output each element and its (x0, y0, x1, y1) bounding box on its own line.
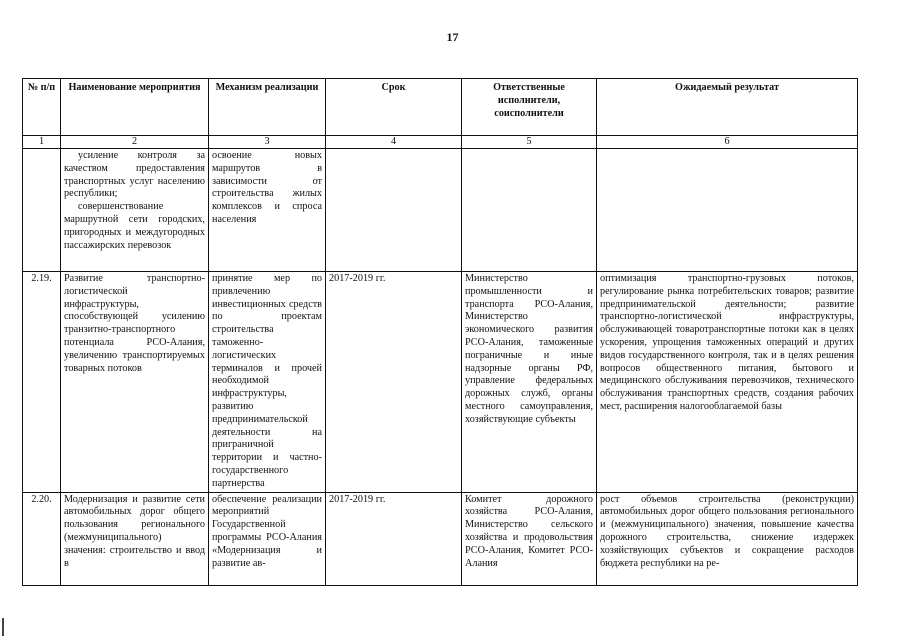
header-term: Срок (326, 79, 462, 136)
table-header-row (23, 79, 858, 136)
result-cell: оптимизация транспортно-грузовых потоков, регулирование рынка потребительских товаров; развитие предпринимательской деятельности; развитие транспортно-логистической инфраструктуры, обслуживающей товаротранспортные потоки как в целях ускорения, упрощения таможенных операций и других видов государственного контроля, так и в целях решения вопросов общественного питания, бытового и медицинского обслуживания перевозчиков, технического обслуживания транспортных средств, создания рабочих мест, расширения налогооблагаемой базы (597, 272, 858, 493)
mechanism-cell: принятие мер по привлечению инвестиционных средств по проектам строительства таможенно-логистических терминалов и прочей необходимой инфраструктуры, развитию предпринимательской деятельности на приграничной территории и частно-государственного партнерства (209, 272, 326, 493)
mechanism-cell: освоение новых маршрутов в зависимости от строительства жилых комплексов и спроса населения (209, 149, 326, 272)
term-cell: 2017-2019 гг. (326, 272, 462, 493)
event-name-cell: Развитие транспортно-логистической инфраструктуры, способствующей усилению транзитно-транспортного потенциала РСО-Алания, увеличению транспортируемых товарных потоков (61, 272, 209, 493)
term-cell: 2017-2019 гг. (326, 492, 462, 585)
scan-edge-mark (2, 618, 4, 636)
row-number: 2.20. (23, 492, 61, 585)
column-number: 3 (209, 136, 326, 149)
table-row (23, 272, 858, 493)
result-cell: рост объемов строительства (реконструкции) автомобильных дорог общего пользования регионального и (межмуниципального) значения, повышение качества дорожного строительства, снижение издержек хозяйствующих субъектов и сокращение расходов бюджета республики на ре- (597, 492, 858, 585)
row-number (23, 149, 61, 272)
page-number: 17 (446, 30, 459, 44)
column-number: 4 (326, 136, 462, 149)
term-cell (326, 149, 462, 272)
responsible-cell: Министерство промышленности и транспорта РСО-Алания, Министерство экономического развития РСО-Алания, таможенные пограничные и иные надзорные органы РФ, управление федеральных дорожных служб, органы местного самоуправления, хозяйствующие субъекты (462, 272, 597, 493)
column-numbers-row (23, 136, 858, 149)
event-name-text: совершенствование маршрутной сети городских, пригородных и междугородных пассажирских перевозок (64, 201, 205, 251)
mechanism-cell: обеспечение реализации мероприятий Государственной программы РСО-Алания «Модернизация и развитие ав- (209, 492, 326, 585)
responsible-cell (462, 149, 597, 272)
column-number: 2 (61, 136, 209, 149)
table-row (23, 149, 858, 272)
header-number: № п/п (23, 79, 61, 136)
row-number: 2.19. (23, 272, 61, 493)
result-cell (597, 149, 858, 272)
event-name-text: усиление контроля за качеством предоставления транспортных услуг населению республики; (64, 150, 205, 200)
column-number: 6 (597, 136, 858, 149)
measures-table (22, 78, 858, 586)
responsible-cell: Комитет дорожного хозяйства РСО-Алания, Министерство сельского хозяйства и продовольствия РСО-Алания, Комитет РСО-Алания (462, 492, 597, 585)
column-number: 5 (462, 136, 597, 149)
header-mechanism: Механизм реализации (209, 79, 326, 136)
event-name-cell: Модернизация и развитие сети автомобильных дорог общего пользования регионального (межмуниципального) значения: строительство и ввод в (61, 492, 209, 585)
table-row (23, 492, 858, 585)
header-responsible: Ответственные исполнители, соисполнители (462, 79, 597, 136)
header-event-name: Наименование мероприятия (61, 79, 209, 136)
column-number: 1 (23, 136, 61, 149)
event-name-cell (61, 149, 209, 272)
header-result: Ожидаемый результат (597, 79, 858, 136)
